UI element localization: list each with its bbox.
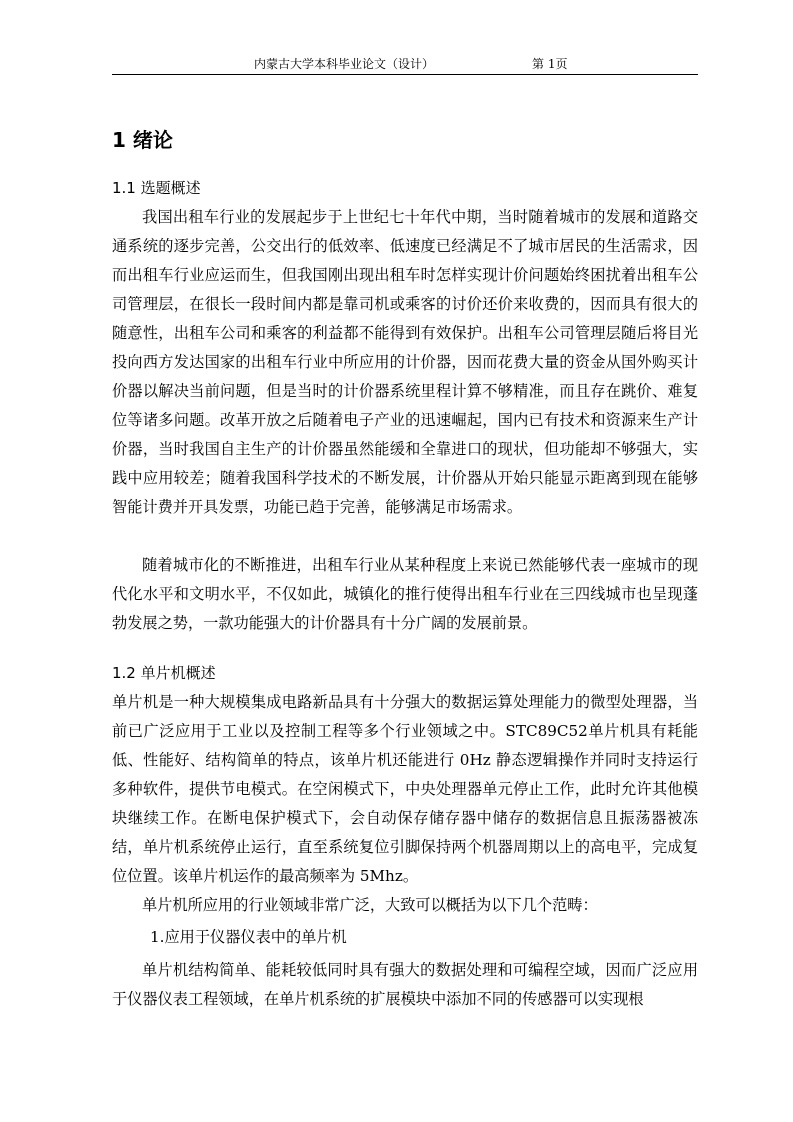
header-title: 内蒙古大学本科毕业论文（设计） bbox=[254, 57, 435, 71]
paragraph-1-2-c: 单片机结构简单、能耗较低同时具有强大的数据处理和可编程空域，因而广泛应用于仪器仪表工程领域，在单片机系统的扩展模块中添加不同的传感器可以实现根 bbox=[112, 961, 698, 1008]
paragraph-1-2-a: 单片机是一种大规模集成电路新品具有十分强大的数据运算处理能力的微型处理器，当前已广泛应用于工业以及控制工程等多个行业领域之中。STC89C52单片机具有耗能低、性能好、结构简单的特点，该单片机还能进行 0Hz 静态逻辑操作并同时支持运行多种软件，提供节电模式。在空闲模式下，中央处理器单元停止工作，此时允许其他模块继续工作。在断电保护模式下，会自动保存储存器中储存的数据信息且振荡器被冻结，单片机系统停止运行，直至系统复位引脚保持两个机器周期以上的高电平，完成复位位置。该单片机运作的最高频率为 5Mhz。 bbox=[112, 693, 698, 885]
section-heading-1-1: 1.1 选题概述 bbox=[112, 179, 201, 197]
chapter-title: 1 绪论 bbox=[112, 128, 173, 152]
paragraph-1-1-b: 随着城市化的不断推进，出租车行业从某种程度上来说已然能够代表一座城市的现代化水平和文明水平，不仅如此，城镇化的推行使得出租车行业在三四线城市也呈现蓬勃发展之势，一款功能强大的计价器具有十分广阔的发展前景。 bbox=[112, 556, 698, 632]
header-divider bbox=[112, 74, 698, 75]
paragraph-1-1-a: 我国出租车行业的发展起步于上世纪七十年代中期，当时随着城市的发展和道路交通系统的逐步完善，公交出行的低效率、低速度已经满足不了城市居民的生活需求，因而出租车行业应运而生，但我国刚出现出租车时怎样实现计价问题始终困扰着出租车公司管理层，在很长一段时间内都是靠司机或乘客的讨价还价来收费的，因而具有很大的随意性，出租车公司和乘客的利益都不能得到有效保护。出租车公司管理层随后将目光投向西方发达国家的出租车行业中所应用的计价器，因而花费大量的资金从国外购买计价器以解决当前问题，但是当时的计价器系统里程计算不够精准，而且存在跳价、难复位等诸多问题。改革开放之后随着电子产业的迅速崛起，国内已有技术和资源来生产计价器，当时我国自主生产的计价器虽然能缓和全靠进口的现状，但功能却不够强大，实践中应用较差；随着我国科学技术的不断发展，计价器从开始只能显示距离到现在能够智能计费并开具发票，功能已趋于完善，能够满足市场需求。 bbox=[112, 208, 698, 516]
page-header bbox=[112, 55, 698, 73]
section-heading-1-2: 1.2 单片机概述 bbox=[112, 664, 216, 682]
paragraph-1-2-b: 单片机所应用的行业领域非常广泛，大致可以概括为以下几个范畴： bbox=[142, 896, 598, 914]
page-number: 第 1页 bbox=[532, 57, 568, 71]
list-item-1: 1.应用于仪器仪表中的单片机 bbox=[150, 928, 347, 946]
